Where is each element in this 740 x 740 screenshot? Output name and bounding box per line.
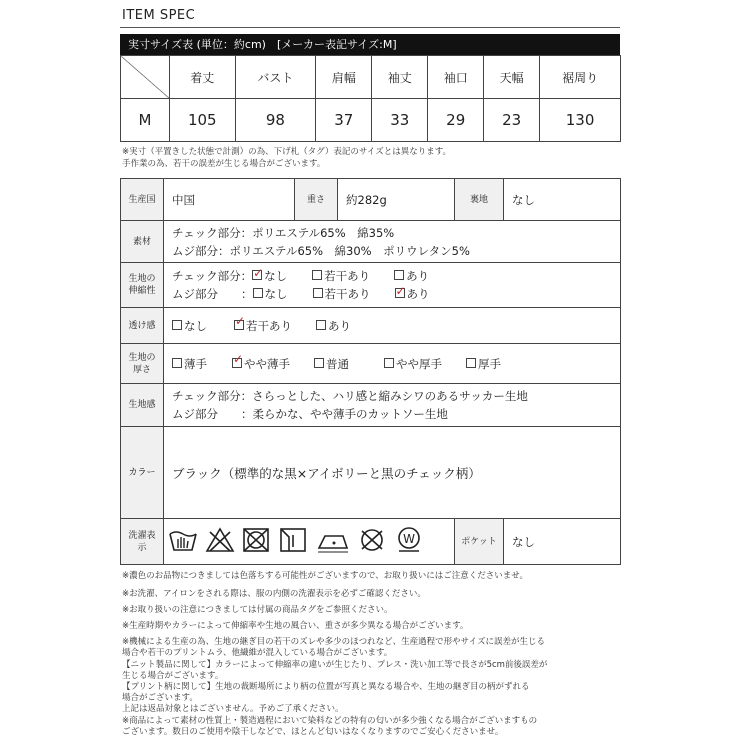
stretch-prefix: ムジ部分 ： — [172, 287, 253, 301]
option-label: あり — [406, 287, 430, 301]
origin-value: 中国 — [164, 179, 295, 221]
size-value: 29 — [428, 99, 484, 142]
option-label: なし — [264, 287, 288, 301]
option-label: 薄手 — [184, 356, 207, 371]
weight-label: 重さ — [295, 179, 338, 221]
sheer-label: 透け感 — [121, 308, 164, 344]
bottom-note: 上記は返品対象とはございません。予めご了承ください。 — [122, 704, 344, 714]
thickness-option — [172, 356, 232, 372]
thickness-option — [232, 356, 314, 372]
stretch-option — [253, 285, 313, 303]
size-col-header: バスト — [235, 56, 316, 99]
iron-low-icon — [315, 526, 351, 557]
size-value: 37 — [316, 99, 372, 142]
option-label: やや厚手 — [396, 356, 442, 371]
size-table-heading: 実寸サイズ表 (単位：約cm) [メーカー表記サイズ:M] — [120, 34, 620, 55]
size-value: 130 — [540, 99, 621, 142]
lining-label: 裏地 — [455, 179, 504, 221]
texture-value — [164, 384, 621, 427]
bottom-note: ※商品によって素材の性質上・製造過程において染料などの特有の匂いが多少強くなる場合がございますもの — [122, 716, 538, 726]
page-title: ITEM SPEC — [122, 8, 196, 23]
line-dry-icon — [278, 526, 308, 557]
checkbox-icon — [172, 320, 182, 330]
checked-box-icon — [234, 320, 244, 330]
material-line: チェック部分：ポリエステル65% 綿35% — [172, 225, 395, 240]
size-label: M — [121, 99, 170, 142]
thickness-option — [384, 356, 466, 372]
sheer-value — [164, 308, 621, 344]
option-label: 若干あり — [324, 287, 371, 301]
size-note: 手作業の為、若干の誤差が生じる場合がございます。 — [122, 159, 326, 169]
bottom-note: ※生産時期やカラーによって伸縮率や生地の風合い、重さが多少異なる場合がございます。 — [122, 621, 469, 631]
title-divider — [120, 27, 620, 28]
texture-line: ムジ部分 ：柔らかな、やや薄手のカットソー生地 — [172, 407, 448, 421]
option-label: 若干あり — [324, 269, 371, 283]
hand-wash-icon — [168, 526, 198, 557]
bottom-note: ※お取り扱いの注意につきましては付属の商品タグをご参照ください。 — [122, 605, 393, 615]
option-label: あり — [406, 269, 430, 283]
texture-line: チェック部分：さらっとした、ハリ感と縮みシワのあるサッカー生地 — [172, 389, 528, 403]
size-col-header: 裾周り — [540, 56, 621, 99]
option-label: 普通 — [326, 356, 349, 371]
checkbox-icon — [394, 270, 404, 280]
stretch-row-check — [172, 267, 612, 285]
size-value: 33 — [372, 99, 428, 142]
checkbox-icon — [253, 288, 263, 298]
bottom-note: 【ニット製品に関して】カラーによって伸縮率の違いが生じたり、プレス・洗い加工等で長さが5cm前後誤差が — [122, 660, 548, 670]
stretch-value — [164, 263, 621, 308]
checkbox-icon — [172, 358, 182, 368]
color-value: ブラック（標準的な黒×アイボリーと黒のチェック柄） — [164, 427, 621, 519]
stretch-label: 生地の伸縮性 — [121, 263, 164, 308]
thickness-option — [314, 356, 384, 372]
option-label: やや薄手 — [244, 356, 290, 371]
option-label: あり — [328, 318, 351, 333]
bottom-note: ございます。数日のご使用や陰干しなどで、ほとんど匂いはなくなりますのでご安心くださいませ。 — [122, 727, 504, 737]
option-label: 若干あり — [246, 318, 292, 333]
checkbox-icon — [313, 288, 323, 298]
svg-text:W: W — [403, 532, 415, 546]
checkbox-icon — [316, 320, 326, 330]
origin-label: 生産国 — [121, 179, 164, 221]
no-tumble-dry-icon — [241, 526, 271, 557]
size-note: ※実寸（平置きした状態で計測）の為、下げ札（タグ）表記のサイズとは異なります。 — [122, 147, 452, 157]
size-table-corner — [121, 56, 170, 99]
size-table — [120, 55, 621, 142]
size-col-header: 袖丈 — [372, 56, 428, 99]
checkbox-icon — [314, 358, 324, 368]
size-value: 105 — [170, 99, 236, 142]
bottom-note: ※濃色のお品物につきましては色落ちする可能性がございますので、お取り扱いにはご注意くださいませ。 — [122, 571, 529, 581]
stretch-option — [395, 285, 430, 303]
size-value: 98 — [235, 99, 316, 142]
checkbox-icon — [312, 270, 322, 280]
thickness-value — [164, 344, 621, 384]
stretch-prefix: チェック部分： — [172, 269, 253, 283]
weight-value: 約282g — [338, 179, 455, 221]
bottom-note: 場合や若干のプリントムラ、他繊維が混入している場合がございます。 — [122, 648, 393, 658]
color-label: カラー — [121, 427, 164, 519]
bottom-note: 場合がございます。 — [122, 693, 198, 703]
wash-icons — [164, 519, 455, 565]
bottom-note: ※お洗濯、アイロンをされる際は、服の内側の洗濯表示を必ずご確認ください。 — [122, 589, 426, 599]
size-col-header: 肩幅 — [316, 56, 372, 99]
no-bleach-icon — [205, 526, 235, 557]
stretch-option — [313, 285, 395, 303]
thickness-label: 生地の厚さ — [121, 344, 164, 384]
option-label: なし — [264, 269, 288, 283]
pocket-label: ポケット — [455, 519, 504, 565]
checkbox-icon — [384, 358, 394, 368]
checked-box-icon — [395, 288, 405, 298]
texture-label: 生地感 — [121, 384, 164, 427]
checkbox-icon — [466, 358, 476, 368]
size-col-header: 袖口 — [428, 56, 484, 99]
stretch-row-plain — [172, 285, 612, 303]
thickness-option — [466, 356, 501, 372]
option-label: なし — [184, 318, 207, 333]
wet-clean-icon — [394, 526, 424, 557]
lining-value: なし — [504, 179, 621, 221]
bottom-note: ※機械による生産の為、生地の継ぎ目の若干のズレや多少のほつれなど、生産過程で形やサイズに誤差が生じる — [122, 637, 545, 647]
no-dry-clean-icon — [357, 526, 387, 557]
size-col-header: 天幅 — [484, 56, 540, 99]
stretch-option — [312, 267, 394, 285]
checked-box-icon — [232, 358, 242, 368]
spec-table — [120, 178, 621, 565]
size-value: 23 — [484, 99, 540, 142]
option-label: 厚手 — [478, 356, 501, 371]
pocket-value: なし — [504, 519, 621, 565]
material-line: ムジ部分：ポリエステル65% 綿30% ポリウレタン5% — [172, 243, 470, 258]
material-label: 素材 — [121, 221, 164, 263]
bottom-note: 【プリント柄に関して】生地の裁断場所により柄の位置が写真と異なる場合や、生地の継ぎ目の柄がずれる — [122, 682, 530, 692]
sheer-option — [234, 318, 316, 334]
wash-label: 洗濯表示 — [121, 519, 164, 565]
material-value — [164, 221, 621, 263]
stretch-option — [252, 267, 312, 285]
checked-box-icon — [252, 270, 262, 280]
size-col-header: 着丈 — [170, 56, 236, 99]
sheer-option — [316, 318, 351, 334]
sheer-option — [172, 318, 234, 334]
bottom-note: 生じる場合がございます。 — [122, 671, 224, 681]
